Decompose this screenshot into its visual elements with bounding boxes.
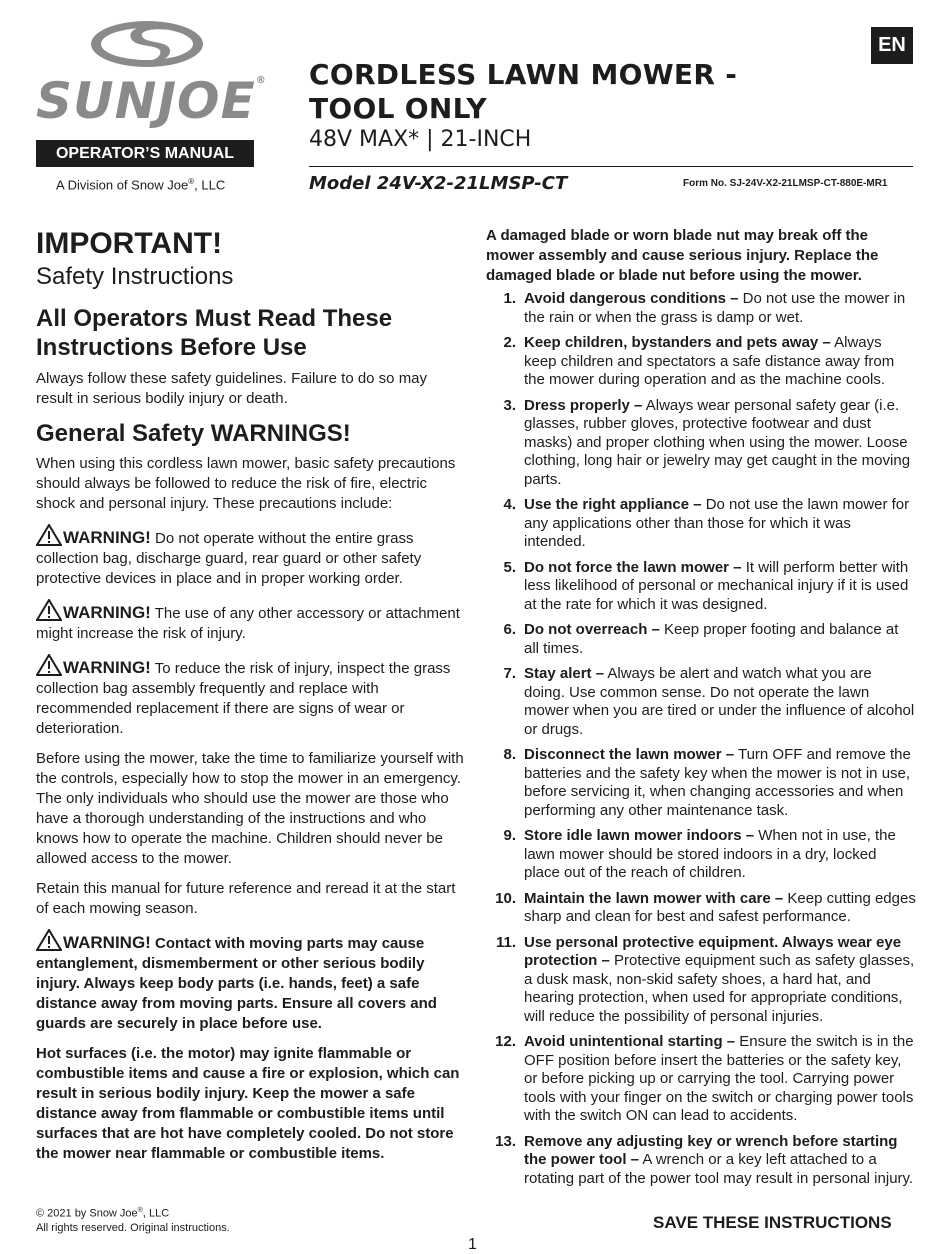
safety-instructions-heading: Safety Instructions xyxy=(36,263,234,290)
list-item-text: When not in use, the lawn mower should be stored indoors in a dry, locked place out of the reach of children. xyxy=(524,827,896,881)
list-item-title: Maintain the lawn mower with care – xyxy=(524,889,784,907)
list-item xyxy=(486,496,916,552)
list-item-text: Ensure the switch is in the OFF position before insert the batteries or the safety key, or before picking up or carrying the tool. Carrying power tools with your finger on the switch or charging power tools with the switch ON can lead to accidents. xyxy=(524,1033,914,1124)
list-item xyxy=(486,665,916,739)
warning-triangle-icon xyxy=(36,929,62,951)
copyright-notice: © 2021 by Snow Joe®, LLC All rights reserved. Original instructions. xyxy=(36,1207,230,1234)
document-subtitle: 48V MAX* | 21-INCH xyxy=(309,127,532,152)
list-item xyxy=(486,290,916,327)
warning-paragraph: WARNING! Do not operate without the entire grass collection bag, discharge guard, rear guard or other safety protective devices in place and in proper working order. xyxy=(36,524,464,589)
warning-paragraph: WARNING! Contact with moving parts may cause entanglement, dismemberment or other serious bodily injury. Always keep body parts (i.e. hands, feet) a safe distance away from moving parts. Ensure all covers and guards are securely in place before use. xyxy=(36,929,464,1034)
list-item-body xyxy=(516,665,916,739)
list-item-number: 6. xyxy=(503,621,516,638)
list-item-text: It will perform better with less likelihood of personal or mechanical injury if it is used at the rate for which it was designed. xyxy=(524,558,909,613)
list-item xyxy=(486,621,916,658)
list-item-text: Do not use the mower in the rain or when the grass is damp or wet. xyxy=(524,290,906,326)
warning-label: WARNING! xyxy=(63,658,151,677)
list-item-text: Keep cutting edges sharp and clean for best and safest performance. xyxy=(524,889,916,925)
list-item-body xyxy=(516,746,916,820)
form-number: Form No. SJ-24V-X2-21LMSP-CT-880E-MR1 xyxy=(683,178,888,189)
brand-wordmark: SUNJOE® xyxy=(36,72,267,130)
list-item-number: 9. xyxy=(503,827,516,844)
list-item xyxy=(486,890,916,927)
list-item xyxy=(486,746,916,820)
right-column xyxy=(486,226,916,1195)
list-item-title: Use personal protective equipment. Always wear eye protection – xyxy=(524,933,902,969)
document-title: CORDLESS LAWN MOWER - TOOL ONLY xyxy=(309,58,738,125)
safety-rules-list xyxy=(486,290,916,1188)
list-item xyxy=(486,934,916,1027)
sunjoe-swoosh-icon xyxy=(88,18,206,70)
list-item xyxy=(486,1133,916,1189)
list-item-number: 10. xyxy=(495,889,516,907)
list-item-text: Do not use the lawn mower for any applications other than those for which it was intended. xyxy=(524,496,910,550)
list-item-number: 8. xyxy=(503,746,516,763)
list-item-title: Avoid unintentional starting – xyxy=(524,1033,736,1050)
list-item-text: Protective equipment such as safety glasses, a dusk mask, non-skid safety shoes, a hard hat, and hearing protection, when used for appropriate conditions, will reduce the possibility of personal injuries. xyxy=(524,952,915,1025)
important-heading: IMPORTANT! xyxy=(36,227,223,260)
list-item-number: 5. xyxy=(503,558,516,576)
warning-triangle-icon xyxy=(36,654,62,676)
list-item-title: Disconnect the lawn mower – xyxy=(524,746,735,763)
warning-label: WARNING! xyxy=(63,528,151,547)
list-item-title: Use the right appliance – xyxy=(524,496,702,513)
list-item-body xyxy=(516,397,916,490)
list-item-body xyxy=(516,827,916,883)
model-number: Model 24V-X2-21LMSP-CT xyxy=(309,173,568,194)
warning-paragraph: WARNING! The use of any other accessory or attachment might increase the risk of injury. xyxy=(36,599,464,644)
list-item-text: Turn OFF and remove the batteries and the safety key when the mower is not in use, before servicing it, when changing accessories and when performing any other maintenance task. xyxy=(524,746,911,819)
list-item-text: Always be alert and watch what you are doing. Use common sense. Do not operate the lawn mower when you are tired or under the influence of alcohol or drugs. xyxy=(524,665,915,738)
save-instructions-notice: SAVE THESE INSTRUCTIONS xyxy=(653,1213,892,1232)
list-item-title: Do not force the lawn mower – xyxy=(524,558,742,576)
list-item-text: Always keep children and spectators a safe distance away from the mower during operation and as the machine cools. xyxy=(524,334,895,388)
warning-label: WARNING! xyxy=(63,933,151,952)
list-item xyxy=(486,1033,916,1126)
list-item-body xyxy=(516,621,916,658)
list-item-number: 1. xyxy=(503,290,516,307)
retain-manual-paragraph: Retain this manual for future reference and reread it at the start of each mowing season. xyxy=(36,880,456,917)
list-item-body xyxy=(516,890,916,927)
hot-surfaces-paragraph: Hot surfaces (i.e. the motor) may ignite flammable or combustible items and cause a fire or explosion, which can result in serious bodily injury. Keep the mower a safe distance away from flammable or combustible items until surfaces that are hot have completely cooled. Do not store the mower near flammable or combustible items. xyxy=(36,1045,460,1162)
page-number: 1 xyxy=(468,1236,477,1253)
list-item-body xyxy=(516,496,916,552)
guidelines-paragraph: Always follow these safety guidelines. Failure to do so may result in serious bodily injury or death. xyxy=(36,370,428,407)
list-item xyxy=(486,397,916,490)
list-item-title: Dress properly – xyxy=(524,396,643,414)
general-warnings-heading: General Safety WARNINGS! xyxy=(36,420,351,447)
list-item-number: 7. xyxy=(503,665,516,682)
manual-label: OPERATOR’S MANUAL xyxy=(36,140,254,167)
operators-heading: All Operators Must Read These Instructions Before Use xyxy=(36,305,393,361)
header-divider xyxy=(309,166,913,167)
list-item-title: Avoid dangerous conditions – xyxy=(524,290,739,307)
list-item-number: 2. xyxy=(503,334,516,351)
list-item-body xyxy=(516,1033,916,1126)
before-using-paragraph: Before using the mower, take the time to familiarize yourself with the controls, especially how to stop the mower in an emergency. The only individuals who should use the mower are those who have a thorough understanding of the instructions and who knows how to operate the machine. Children should never be allowed access to the mower. xyxy=(36,750,464,867)
list-item-title: Stay alert – xyxy=(524,665,605,682)
list-item-text: Always wear personal safety gear (i.e. glasses, rubber gloves, protective footwear and dust masks) and proper clothing when using the mower. Loose clothing, long hair or jewelry may get caught in the moving parts. xyxy=(524,396,911,488)
list-item-body xyxy=(516,559,916,615)
list-item-body xyxy=(516,334,916,390)
list-item-title: Keep children, bystanders and pets away – xyxy=(524,334,831,351)
warning-label: WARNING! xyxy=(63,603,151,622)
division-text: A Division of Snow Joe®, LLC xyxy=(56,177,226,193)
damaged-blade-paragraph: A damaged blade or worn blade nut may break off the mower assembly and cause serious injury. Replace the damaged blade or blade nut before using the mower. xyxy=(486,227,879,284)
list-item-text: Keep proper footing and balance at all times. xyxy=(524,621,899,657)
warning-triangle-icon xyxy=(36,599,62,621)
list-item-number: 3. xyxy=(503,396,516,414)
list-item-title: Remove any adjusting key or wrench before starting the power tool – xyxy=(524,1132,898,1168)
list-item-title: Do not overreach – xyxy=(524,621,660,638)
list-item xyxy=(486,827,916,883)
list-item xyxy=(486,559,916,615)
warning-triangle-icon xyxy=(36,524,62,546)
list-item-text: A wrench or a key left attached to a rotating part of the power tool may result in personal injury. xyxy=(524,1151,914,1187)
list-item-number: 12. xyxy=(495,1033,516,1050)
list-item-body xyxy=(516,934,916,1027)
general-intro-paragraph: When using this cordless lawn mower, basic safety precautions should always be followed to reduce the risk of fire, electric shock and personal injury. These precautions include: xyxy=(36,455,456,512)
left-column xyxy=(36,226,464,1174)
warning-paragraph: WARNING! To reduce the risk of injury, inspect the grass collection bag assembly frequently and replace with recommended replacement if there are signs of wear or deterioration. xyxy=(36,654,464,739)
list-item-number: 4. xyxy=(503,496,516,513)
language-badge: EN xyxy=(871,27,913,64)
list-item-body xyxy=(516,290,916,327)
list-item-body xyxy=(516,1133,916,1189)
list-item-title: Store idle lawn mower indoors – xyxy=(524,827,755,844)
list-item-number: 11. xyxy=(495,933,516,951)
list-item-number: 13. xyxy=(495,1132,516,1150)
list-item xyxy=(486,334,916,390)
